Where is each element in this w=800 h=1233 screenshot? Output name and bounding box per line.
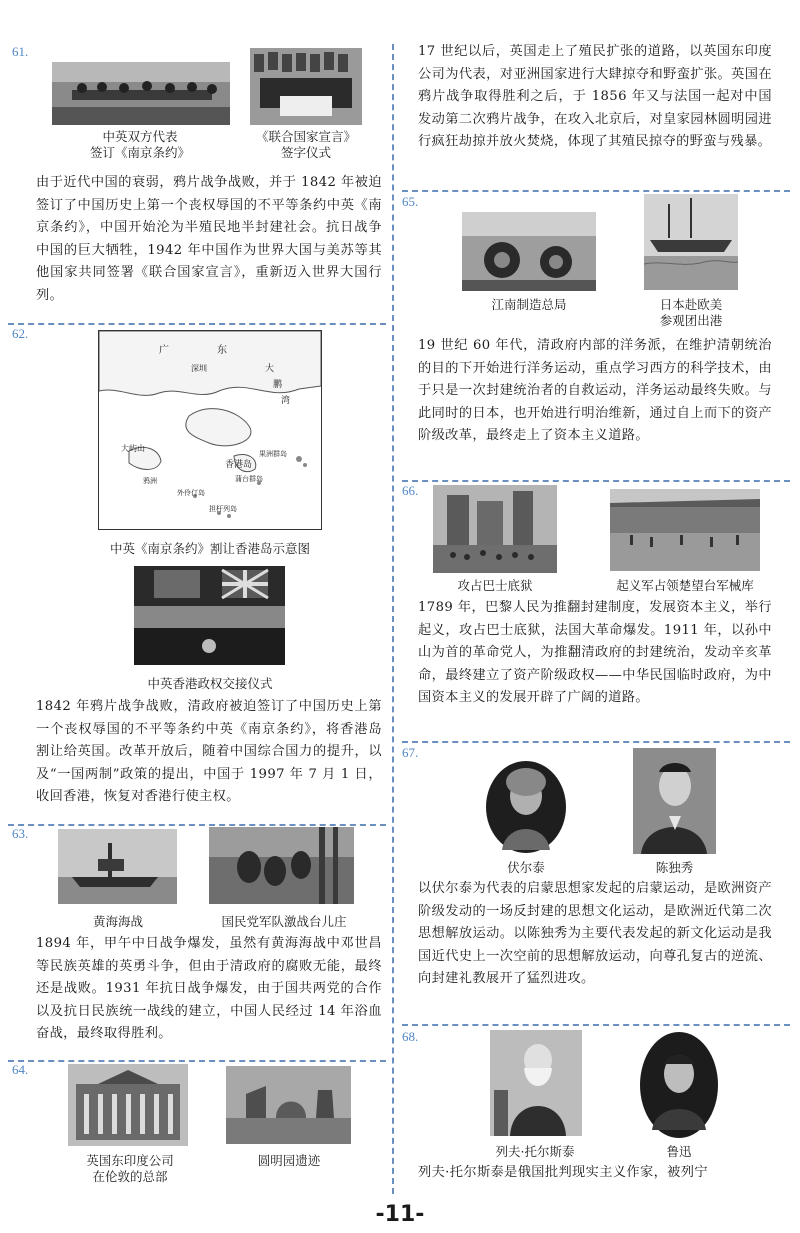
- question-number-66: 66.: [402, 483, 419, 498]
- map-hong-kong-cession: [98, 330, 322, 530]
- map-label-yazhou: 鸦洲: [143, 477, 157, 485]
- right-column: [400, 0, 800, 1198]
- map-label-guang: 广: [159, 345, 169, 356]
- answer-text-66: 1789 年，巴黎人民为推翻封建制度，发展资本主义，举行起义，攻占巴士底狱，法国大革命爆发。1911 年，以孙中山为首的革命党人，为推翻清政府的封建统治，发动辛亥革命，最终建立了资产阶级政权——中华民国临时政府，为中国资本主义的发展开辟了广阔的道路。: [418, 600, 772, 705]
- question-number-62: 62.: [12, 326, 29, 341]
- caption-67-2: 陈独秀: [655, 860, 694, 875]
- answer-text-64: 17 世纪以后，英国走上了殖民扩张的道路，以英国东印度公司为代表，对亚洲国家进行大肆掠夺和野蛮扩张。英国在鸦片战争取得胜利之后，于 1856 年又与法国一起对中国发动第二次鸦片战争，在攻入北京后，对皇家园林圆明园进行疯狂劫掠并放火焚烧，体现了其殖民掠夺的野蛮与残暴。: [418, 44, 772, 149]
- photo-voltaire: [484, 760, 568, 855]
- map-label-dong: 东: [217, 345, 227, 356]
- caption-61-2: [236, 129, 376, 161]
- photo-nanjing-treaty-signing: [52, 62, 230, 125]
- photo-east-india-company-hq: [68, 1064, 188, 1146]
- map-label-putai: 蒲台群岛: [235, 475, 263, 483]
- page-number: -11-: [375, 1202, 425, 1227]
- left-column: [0, 0, 392, 1198]
- photo-taierzhuang-battle: [209, 827, 354, 904]
- map-label-wailingding: 外伶仃岛: [177, 489, 205, 497]
- caption-67-1: 伏尔泰: [507, 860, 545, 875]
- question-number-68: 68.: [402, 1029, 419, 1044]
- question-number-64: 64.: [12, 1062, 29, 1077]
- answer-text-68: 列夫·托尔斯泰是俄国批判现实主义作家，被列宁: [418, 1165, 708, 1180]
- caption-66-1: 攻占巴士底狱: [457, 578, 533, 593]
- caption-61-2-line2: 签字仪式: [280, 145, 331, 160]
- caption-68-2: 鲁迅: [666, 1144, 692, 1159]
- answer-text-62: 1842 年鸦片战争战败，清政府被迫签订了中国历史上第一个丧权辱国的不平等条约中英《南京条约》，将香港岛割让给英国。改革开放后，随着中国综合国力的提升，以及“一国两制”政策的提出，中国于 1997 年 7 月 1 日，收回香港，恢复对香港行使主权。: [36, 699, 382, 804]
- map-label-shenzhen: 深圳: [191, 364, 207, 373]
- photo-chen-duxiu: [633, 748, 716, 854]
- photo-hk-handover-ceremony: [134, 566, 285, 665]
- map-label-wan: 湾: [281, 396, 291, 406]
- caption-68-1: 列夫·托尔斯泰: [495, 1144, 575, 1159]
- map-label-guozhou: 果洲群岛: [259, 450, 287, 458]
- map-label-da: 大: [265, 364, 275, 374]
- map-label-hongkong-island: 香港岛: [225, 460, 253, 470]
- caption-64-1: [60, 1153, 200, 1185]
- caption-65-2-line2: 参观团出港: [659, 313, 723, 328]
- separator: [8, 1060, 386, 1062]
- photo-yuanmingyuan-ruins: [226, 1066, 351, 1144]
- caption-62-photo: 中英香港政权交接仪式: [147, 676, 273, 691]
- caption-61-1: [60, 129, 220, 161]
- separator: [8, 824, 386, 826]
- question-number-65: 65.: [402, 194, 419, 209]
- caption-64-1-line2: 在伦敦的总部: [92, 1169, 168, 1184]
- question-number-67: 67.: [402, 745, 419, 760]
- map-label-peng: 鹏: [273, 380, 283, 390]
- separator: [402, 741, 790, 743]
- photo-storming-bastille: [433, 485, 557, 573]
- separator: [8, 323, 386, 325]
- caption-64-2: 圆明园遗迹: [257, 1153, 321, 1168]
- caption-64-1-line1: 英国东印度公司: [86, 1153, 174, 1168]
- photo-chuwangtai-arsenal: [610, 489, 760, 571]
- caption-63-2: 国民党军队激战台儿庄: [221, 914, 347, 929]
- caption-65-2: [626, 297, 756, 329]
- answer-text-63: 1894 年，甲午中日战争爆发，虽然有黄海海战中邓世昌等民族英雄的英勇斗争，但由于清政府的腐败无能，最终还是战败。1931 年抗日战争爆发，由于国共两党的合作以及抗日民族统一战线的建立，中国人民经过 14 年浴血奋战，最终取得胜利。: [36, 936, 382, 1041]
- caption-61-1-line2: 签订《南京条约》: [89, 145, 190, 160]
- photo-lu-xun: [638, 1030, 720, 1140]
- caption-65-2-line1: 日本赴欧美: [659, 297, 723, 312]
- answer-text-65: 19 世纪 60 年代，清政府内部的洋务派，在维护清朝统治的目的下开始进行洋务运动，重点学习西方的科学技术，由于只是一次封建统治者的自救运动，洋务运动最终失败。与此同时的日本，也开始进行明治维新，通过自上而下的资产阶级改革，最终走上了资本主义道路。: [418, 338, 772, 443]
- caption-65-1: 江南制造总局: [491, 297, 567, 312]
- photo-yellow-sea-battle: [58, 829, 177, 904]
- caption-61-1-line1: 中英双方代表: [102, 129, 178, 144]
- caption-62-map: 中英《南京条约》割让香港岛示意图: [109, 541, 310, 556]
- map-label-dangan: 担杆列岛: [209, 505, 237, 513]
- question-number-61: 61.: [12, 44, 29, 59]
- question-number-63: 63.: [12, 826, 29, 841]
- photo-jiangnan-arsenal: [462, 212, 596, 291]
- caption-66-2: 起义军占领楚望台军械库: [616, 578, 754, 593]
- separator: [402, 190, 790, 192]
- separator: [402, 480, 790, 482]
- photo-japan-mission-departure: [644, 194, 738, 290]
- column-divider: [392, 44, 394, 1194]
- answer-text-67: 以伏尔泰为代表的启蒙思想家发起的启蒙运动，是欧洲资产阶级发动的一场反封建的思想文化运动，是欧洲近代第二次思想解放运动。以陈独秀为主要代表发起的新文化运动是我国近代史上一次空前的思想解放运动，向尊孔复古的逆流、向封建礼教展开了猛烈进攻。: [418, 881, 772, 986]
- answer-text-61: 由于近代中国的衰弱，鸦片战争战败，并于 1842 年被迫签订了中国历史上第一个丧权辱国的不平等条约中英《南京条约》，中国开始沦为半殖民地半封建社会。抗日战争中国的巨大牺牲，1942 年中国作为世界大国与美苏等其他国家共同签署《联合国家宣言》，重新迈入世界大国行列。: [36, 175, 382, 303]
- separator: [402, 1024, 790, 1026]
- map-label-dayushan: 大屿山: [121, 444, 145, 453]
- photo-leo-tolstoy: [490, 1030, 582, 1136]
- caption-61-2-line1: 《联合国家宣言》: [255, 129, 356, 144]
- caption-63-1: 黄海海战: [92, 914, 143, 929]
- photo-un-declaration-signing: [250, 48, 362, 125]
